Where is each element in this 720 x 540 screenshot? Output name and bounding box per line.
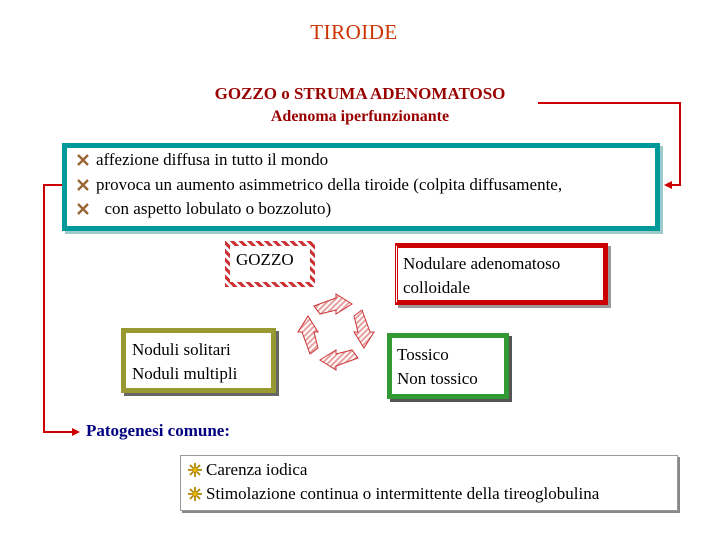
patogenesi-item-text: Stimolazione continua o intermittente della tireoglobulina — [206, 484, 600, 503]
nodular-line-2: colloidale — [403, 278, 471, 297]
gozzo-label: GOZZO — [236, 250, 294, 269]
top-connector-arrowhead — [664, 181, 672, 189]
noduli-line-2: Noduli multipli — [132, 364, 238, 383]
cycle-arrow-right — [354, 310, 374, 348]
tossico-line-1: Tossico — [397, 345, 449, 364]
nodular-line-1: Nodulare adenomatoso — [403, 254, 561, 273]
slide-subtitle: GOZZO o STRUMA ADENOMATOSO — [214, 84, 506, 103]
x-mark-icon — [76, 202, 90, 216]
star-burst-icon — [187, 462, 203, 478]
noduli-line-1: Noduli solitari — [132, 340, 231, 359]
cycle-arrow-left — [298, 316, 318, 354]
main-bullet-text: provoca un aumento asimmetrico della tiroide (colpita diffusamente, — [96, 175, 563, 194]
slide-title: TIROIDE — [310, 20, 398, 44]
left-connector-arrowhead — [72, 428, 80, 436]
x-mark-icon — [76, 178, 90, 192]
main-bullet-text: affezione diffusa in tutto il mondo — [96, 150, 329, 169]
main-bullet-text: con aspetto lobulato o bozzoluto) — [96, 199, 332, 218]
tossico-line-2: Non tossico — [397, 369, 478, 388]
noduli-box — [121, 328, 276, 393]
slide-subsubtitle: Adenoma iperfunzionante — [270, 108, 450, 125]
cycle-arrows-icon — [296, 292, 376, 372]
tossico-box — [387, 333, 509, 399]
star-burst-icon — [187, 486, 203, 502]
patogenesi-label: Patogenesi comune: — [86, 421, 231, 440]
patogenesi-item-text: Carenza iodica — [206, 460, 308, 479]
cycle-arrow-bottom — [320, 350, 358, 370]
nodular-box — [395, 243, 608, 305]
cycle-arrow-top — [314, 294, 352, 314]
x-mark-icon — [76, 153, 90, 167]
